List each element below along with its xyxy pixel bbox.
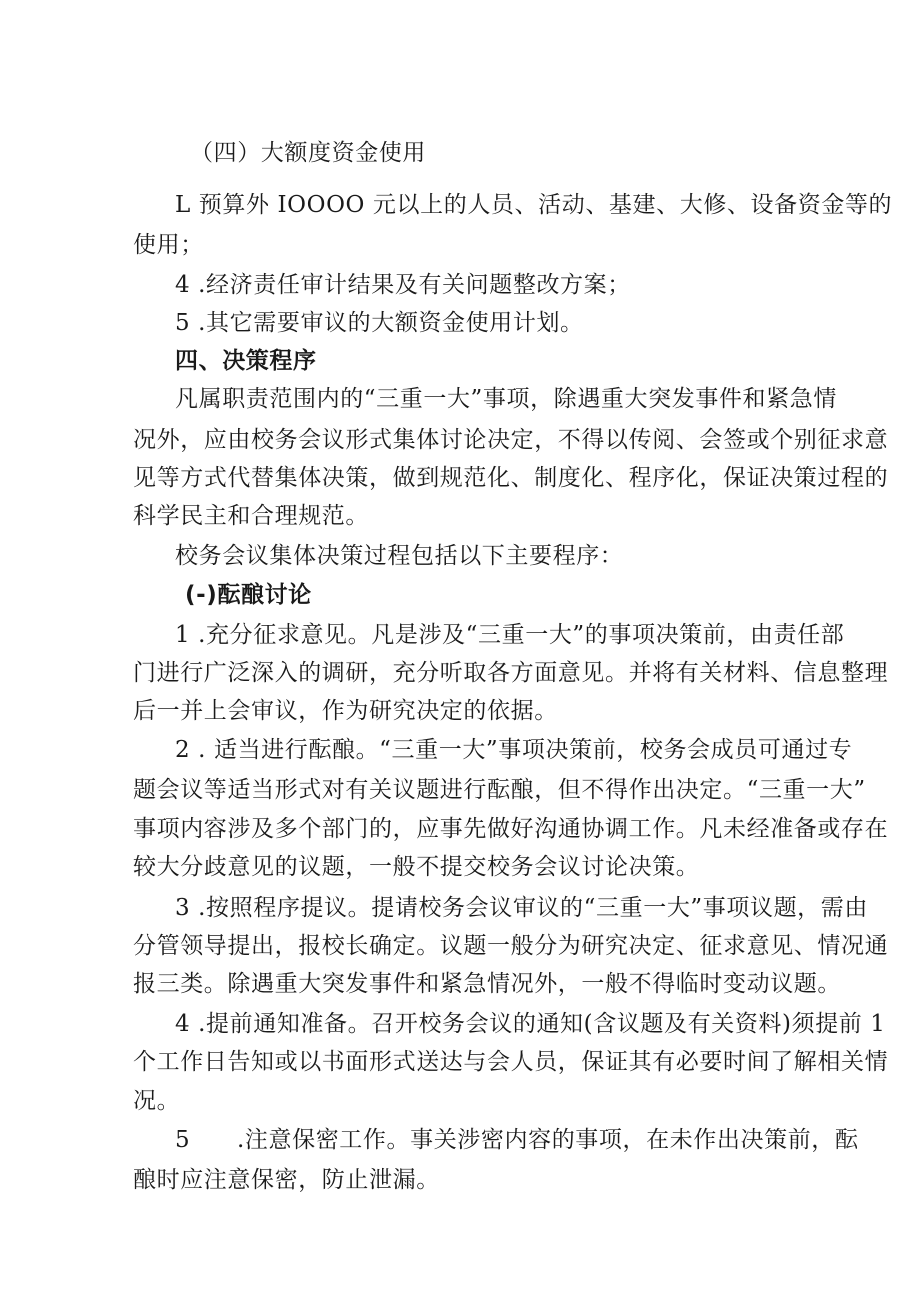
step-5-line-1	[175, 1125, 859, 1155]
step-2-line-1: 2 . 适当进行酝酿。“三重一大”事项决策前，校务会成员可通过专	[175, 737, 853, 763]
step-2-line-3: 事项内容涉及多个部门的，应事先做好沟通协调工作。凡未经准备或存在	[133, 816, 889, 842]
step-3-line-2: 分管领导提出，报校长确定。议题一般分为研究决定、征求意见、情况通	[133, 933, 889, 959]
para2: 校务会议集体决策过程包括以下主要程序：	[175, 543, 624, 569]
para1-line-4: 科学民主和合理规范。	[133, 503, 369, 529]
step-2-line-4: 较大分歧意见的议题，一般不提交校务会议讨论决策。	[133, 854, 700, 880]
para1-line-2: 况外，应由校务会议形式集体讨论决定，不得以传阅、会签或个别征求意	[133, 427, 889, 453]
funds-item-1-line-1: L 预算外 IOOOO 元以上的人员、活动、基建、大修、设备资金等的	[175, 192, 893, 218]
step-5-text: .注意保密工作。事关涉密内容的事项，在未作出决策前，酝	[237, 1127, 859, 1153]
step-2-line-2: 题会议等适当形式对有关议题进行酝酿，但不得作出决定。“三重一大”	[133, 777, 866, 803]
funds-item-5: 5 .其它需要审议的大额资金使用计划。	[175, 310, 584, 336]
step-1-line-1: 1 .充分征求意见。凡是涉及“三重一大”的事项决策前，由责任部	[175, 622, 845, 648]
section-title-funds: （四）大额度资金使用	[190, 140, 426, 166]
step-3-line-3: 报三类。除遇重大突发事件和紧急情况外，一般不得临时变动议题。	[133, 971, 841, 997]
step-3-line-1: 3 .按照程序提议。提请校务会议审议的“三重一大”事项议题，需由	[175, 895, 868, 921]
para1-line-1: 凡属职责范围内的“三重一大”事项，除遇重大突发事件和紧急情	[175, 386, 837, 412]
funds-item-1-line-2: 使用；	[133, 232, 204, 258]
sub-heading-deliberation: (-)酝酿讨论	[185, 582, 312, 608]
step-4-line-1: 4 .提前通知准备。召开校务会议的通知(含议题及有关资料)须提前 1	[175, 1011, 886, 1037]
step-4-line-2: 个工作日告知或以书面形式送达与会人员，保证其有必要时间了解相关情	[133, 1049, 889, 1075]
step-1-line-3: 后一并上会审议，作为研究决定的依据。	[133, 698, 558, 724]
step-4-line-3: 况。	[133, 1088, 181, 1114]
step-1-line-2: 门进行广泛深入的调研，充分听取各方面意见。并将有关材料、信息整理	[133, 660, 889, 686]
para1-line-3: 见等方式代替集体决策，做到规范化、制度化、程序化，保证决策过程的	[133, 465, 889, 491]
funds-item-4: 4 .经济责任审计结果及有关问题整改方案；	[175, 272, 631, 298]
step-5-line-2: 酿时应注意保密，防止泄漏。	[133, 1167, 440, 1193]
step-5-number: 5	[175, 1127, 191, 1153]
decision-procedure-heading: 四、决策程序	[175, 348, 317, 374]
